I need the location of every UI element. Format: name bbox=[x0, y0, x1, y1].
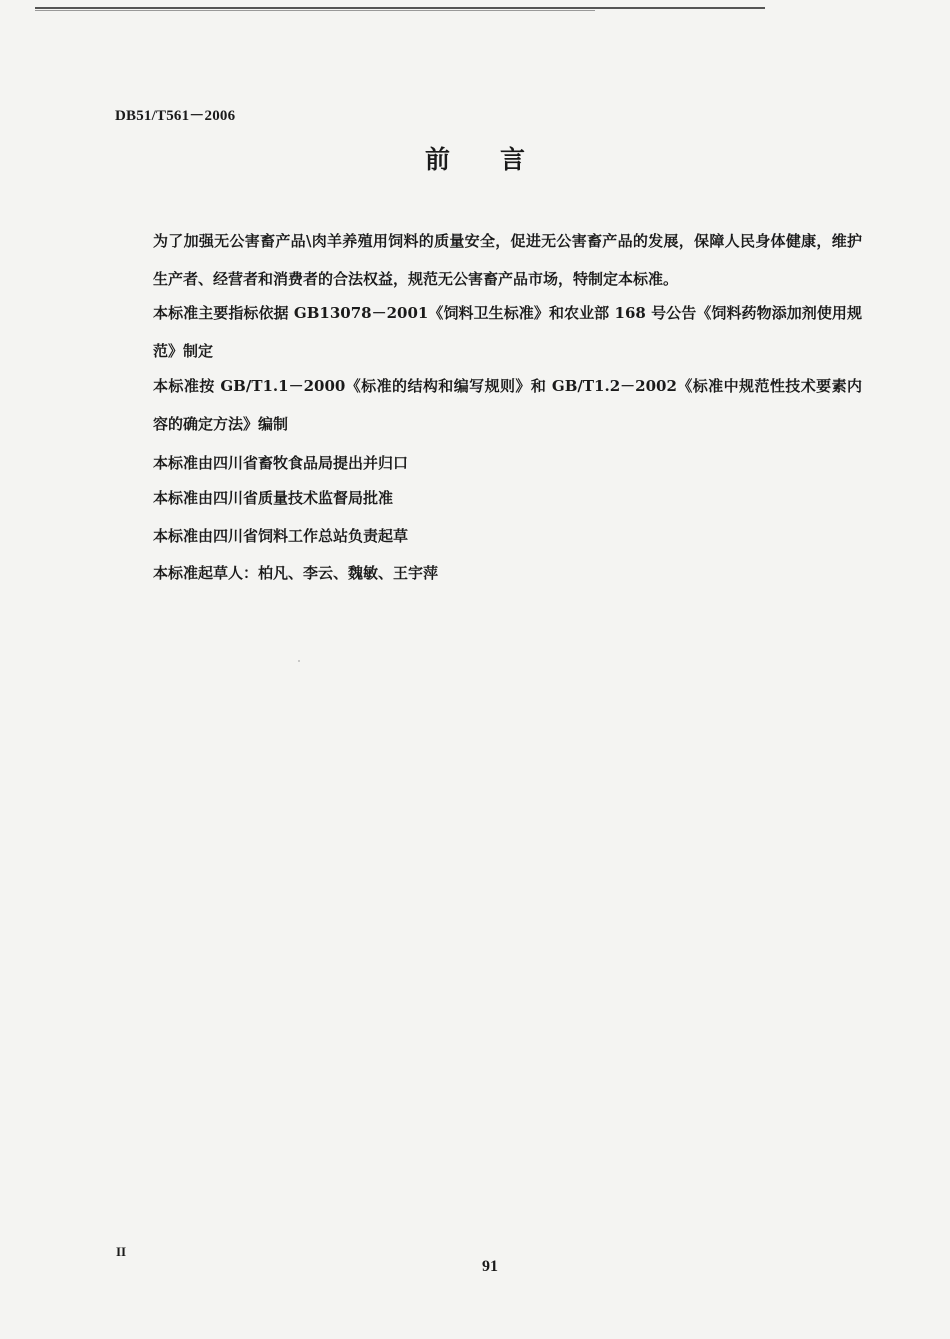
line-proposer: 本标准由四川省畜牧食品局提出并归口 bbox=[153, 454, 409, 472]
footer-roman-numeral: II bbox=[116, 1244, 127, 1259]
standard-code: DB51/T561－2006 bbox=[115, 108, 236, 124]
page-number: 91 bbox=[482, 1258, 498, 1275]
paragraph-drafting-rules bbox=[117, 367, 862, 443]
paragraph-text: 本标准主要指标依据 GB13078－2001《饲料卫生标准》和农业部 168 号公告《饲料药物添加剂使用规范》制定 bbox=[153, 304, 862, 360]
line-approver: 本标准由四川省质量技术监督局批准 bbox=[153, 489, 394, 507]
scan-speck bbox=[298, 660, 300, 662]
paragraph-basis bbox=[117, 294, 862, 370]
scan-border-line bbox=[35, 7, 765, 9]
paragraph-purpose bbox=[117, 222, 862, 298]
page-heading: 前言 bbox=[424, 145, 575, 174]
paragraph-text: 为了加强无公害畜产品\肉羊养殖用饲料的质量安全，促进无公害畜产品的发展，保障人民身体健康，维护生产者、经营者和消费者的合法权益，规范无公害畜产品市场，特制定本标准。 bbox=[153, 232, 862, 288]
paragraph-text: 本标准按 GB/T1.1－2000《标准的结构和编写规则》和 GB/T1.2－2002《标准中规范性技术要素内容的确定方法》编制 bbox=[153, 377, 862, 433]
scan-border-line-secondary bbox=[35, 10, 595, 11]
line-drafters: 本标准起草人：柏凡、李云、魏敏、王宇萍 bbox=[153, 564, 439, 582]
line-drafting-unit: 本标准由四川省饲料工作总站负责起草 bbox=[153, 527, 409, 545]
